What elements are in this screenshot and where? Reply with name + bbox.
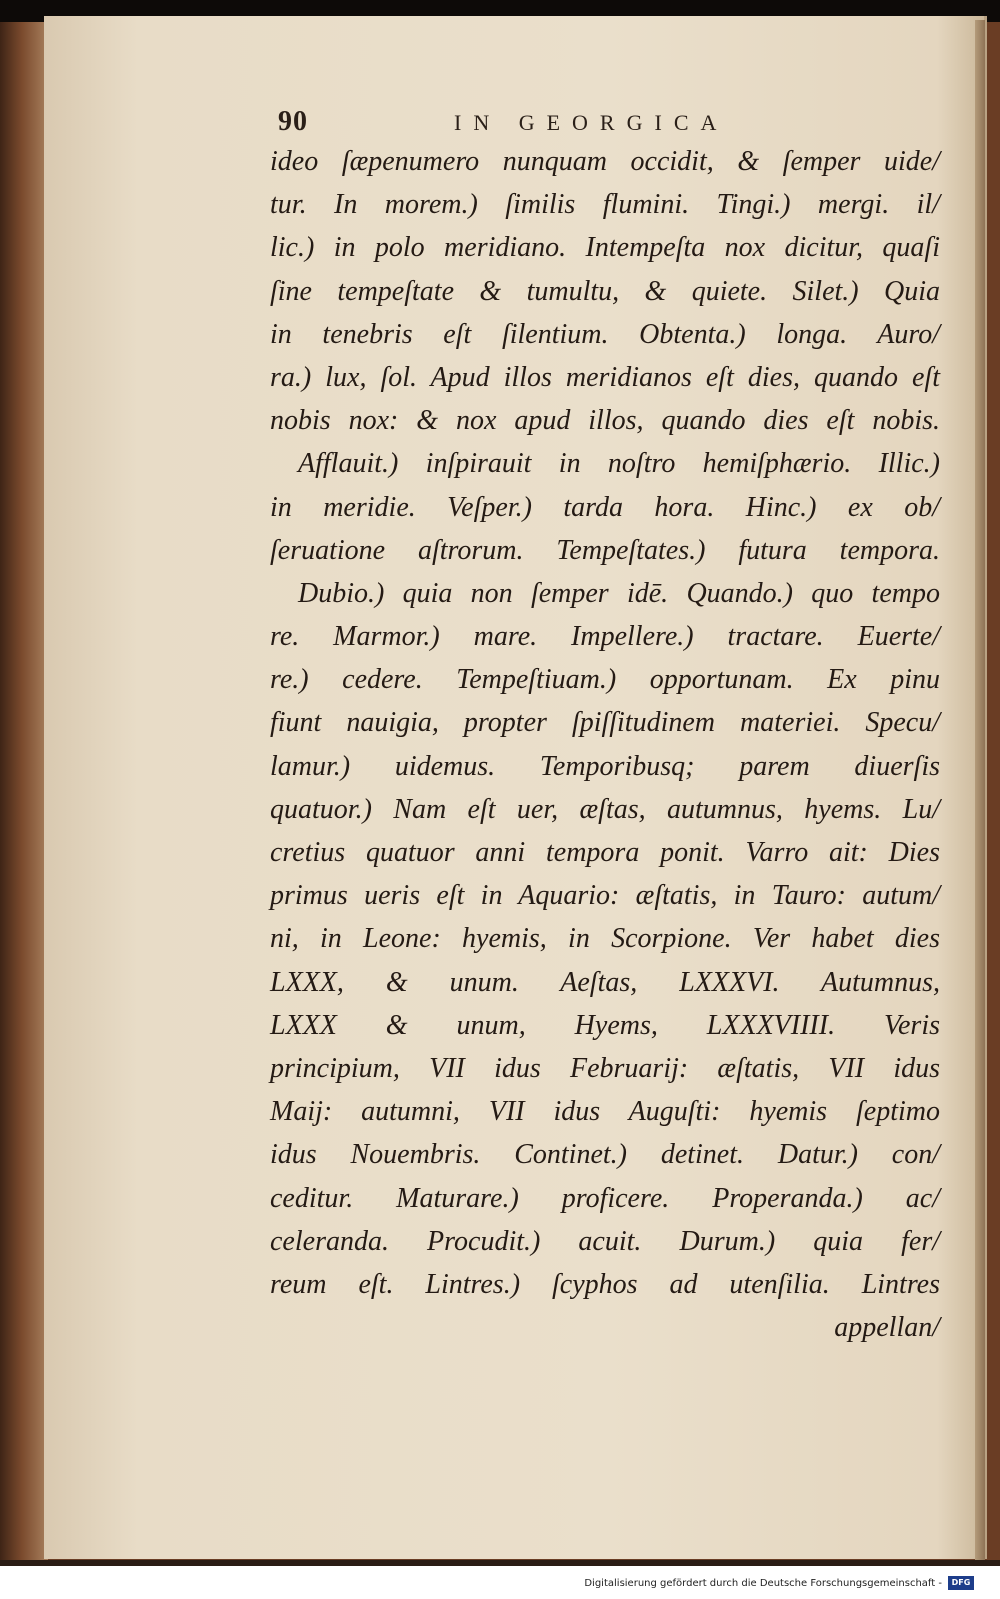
text-line: in meridie. Veſper.) tarda hora. Hinc.) ex ob/ bbox=[270, 491, 940, 523]
text-line: LXXX & unum, Hyems, LXXXVIIII. Veris bbox=[270, 1009, 940, 1041]
text-line: ſeruatione aſtrorum. Tempeſtates.) futura tempora. bbox=[270, 534, 940, 566]
text-line: celeranda. Procudit.) acuit. Durum.) quia fer/ bbox=[270, 1225, 940, 1257]
text-line: Dubio.) quia non ſemper idē. Quando.) quo tempo bbox=[298, 577, 940, 609]
text-line: Afflauit.) inſpirauit in noſtro hemiſphærio. Illic.) bbox=[298, 448, 940, 480]
text-line: ſine tempeſtate & tumultu, & quiete. Silet.) Quia bbox=[270, 275, 940, 307]
text-line: idus Nouembris. Continet.) detinet. Datur.) con/ bbox=[270, 1139, 940, 1171]
text-line: cretius quatuor anni tempora ponit. Varro ait: Dies bbox=[270, 837, 940, 868]
book-spine-edge bbox=[0, 22, 48, 1562]
text-line: ni, in Leone: hyemis, in Scorpione. Ver habet dies bbox=[270, 923, 940, 955]
text-line: lamur.) uidemus. Temporibusq; parem diuerſis bbox=[270, 750, 940, 782]
page-body-text bbox=[270, 140, 940, 1349]
text-line: reum eſt. Lintres.) ſcyphos ad utenſilia. Lintres bbox=[270, 1268, 940, 1300]
text-line: re. Marmor.) mare. Impellere.) tractare. Euerte/ bbox=[270, 621, 940, 653]
text-line: ideo ſæpenumero nunquam occidit, & ſemper uide/ bbox=[270, 146, 940, 177]
running-head: IN GEORGICA bbox=[454, 110, 729, 135]
text-line: tur. In morem.) ſimilis flumini. Tingi.) mergi. il/ bbox=[270, 189, 940, 221]
catchword: appellan/ bbox=[834, 1312, 940, 1344]
text-line: lic.) in polo meridiano. Intempeſta nox dicitur, quaſi bbox=[270, 232, 940, 264]
text-line: in tenebris eſt ſilentium. Obtenta.) longa. Auro/ bbox=[270, 318, 940, 350]
text-line: Maij: autumni, VII idus Auguſti: hyemis ſeptimo bbox=[270, 1096, 940, 1128]
digitization-footer bbox=[0, 1566, 1000, 1599]
page-fore-edge bbox=[975, 20, 985, 1560]
text-line: nobis nox: & nox apud illos, quando dies eſt nobis. bbox=[270, 405, 940, 437]
text-line: primus ueris eſt in Aquario: æſtatis, in Tauro: autum/ bbox=[270, 880, 940, 912]
folio-number: 90 bbox=[278, 106, 308, 137]
dfg-logo: DFG bbox=[948, 1576, 974, 1590]
text-line: ceditur. Maturare.) proficere. Properanda.) ac/ bbox=[270, 1182, 940, 1214]
text-line: ra.) lux, ſol. Apud illos meridianos eſt dies, quando eſt bbox=[270, 361, 940, 393]
text-line: principium, VII idus Februarij: æſtatis, VII idus bbox=[270, 1052, 940, 1084]
text-line: re.) cedere. Tempeſtiuam.) opportunam. Ex pinu bbox=[270, 664, 940, 696]
funding-credit: Digitalisierung gefördert durch die Deutsche Forschungsgemeinschaft - bbox=[584, 1578, 942, 1589]
text-line: quatuor.) Nam eſt uer, æſtas, autumnus, hyems. Lu/ bbox=[270, 793, 940, 825]
text-line: LXXX, & unum. Aeſtas, LXXXVI. Autumnus, bbox=[270, 966, 940, 998]
text-line: fiunt nauigia, propter ſpiſſitudinem materiei. Specu/ bbox=[270, 707, 940, 739]
